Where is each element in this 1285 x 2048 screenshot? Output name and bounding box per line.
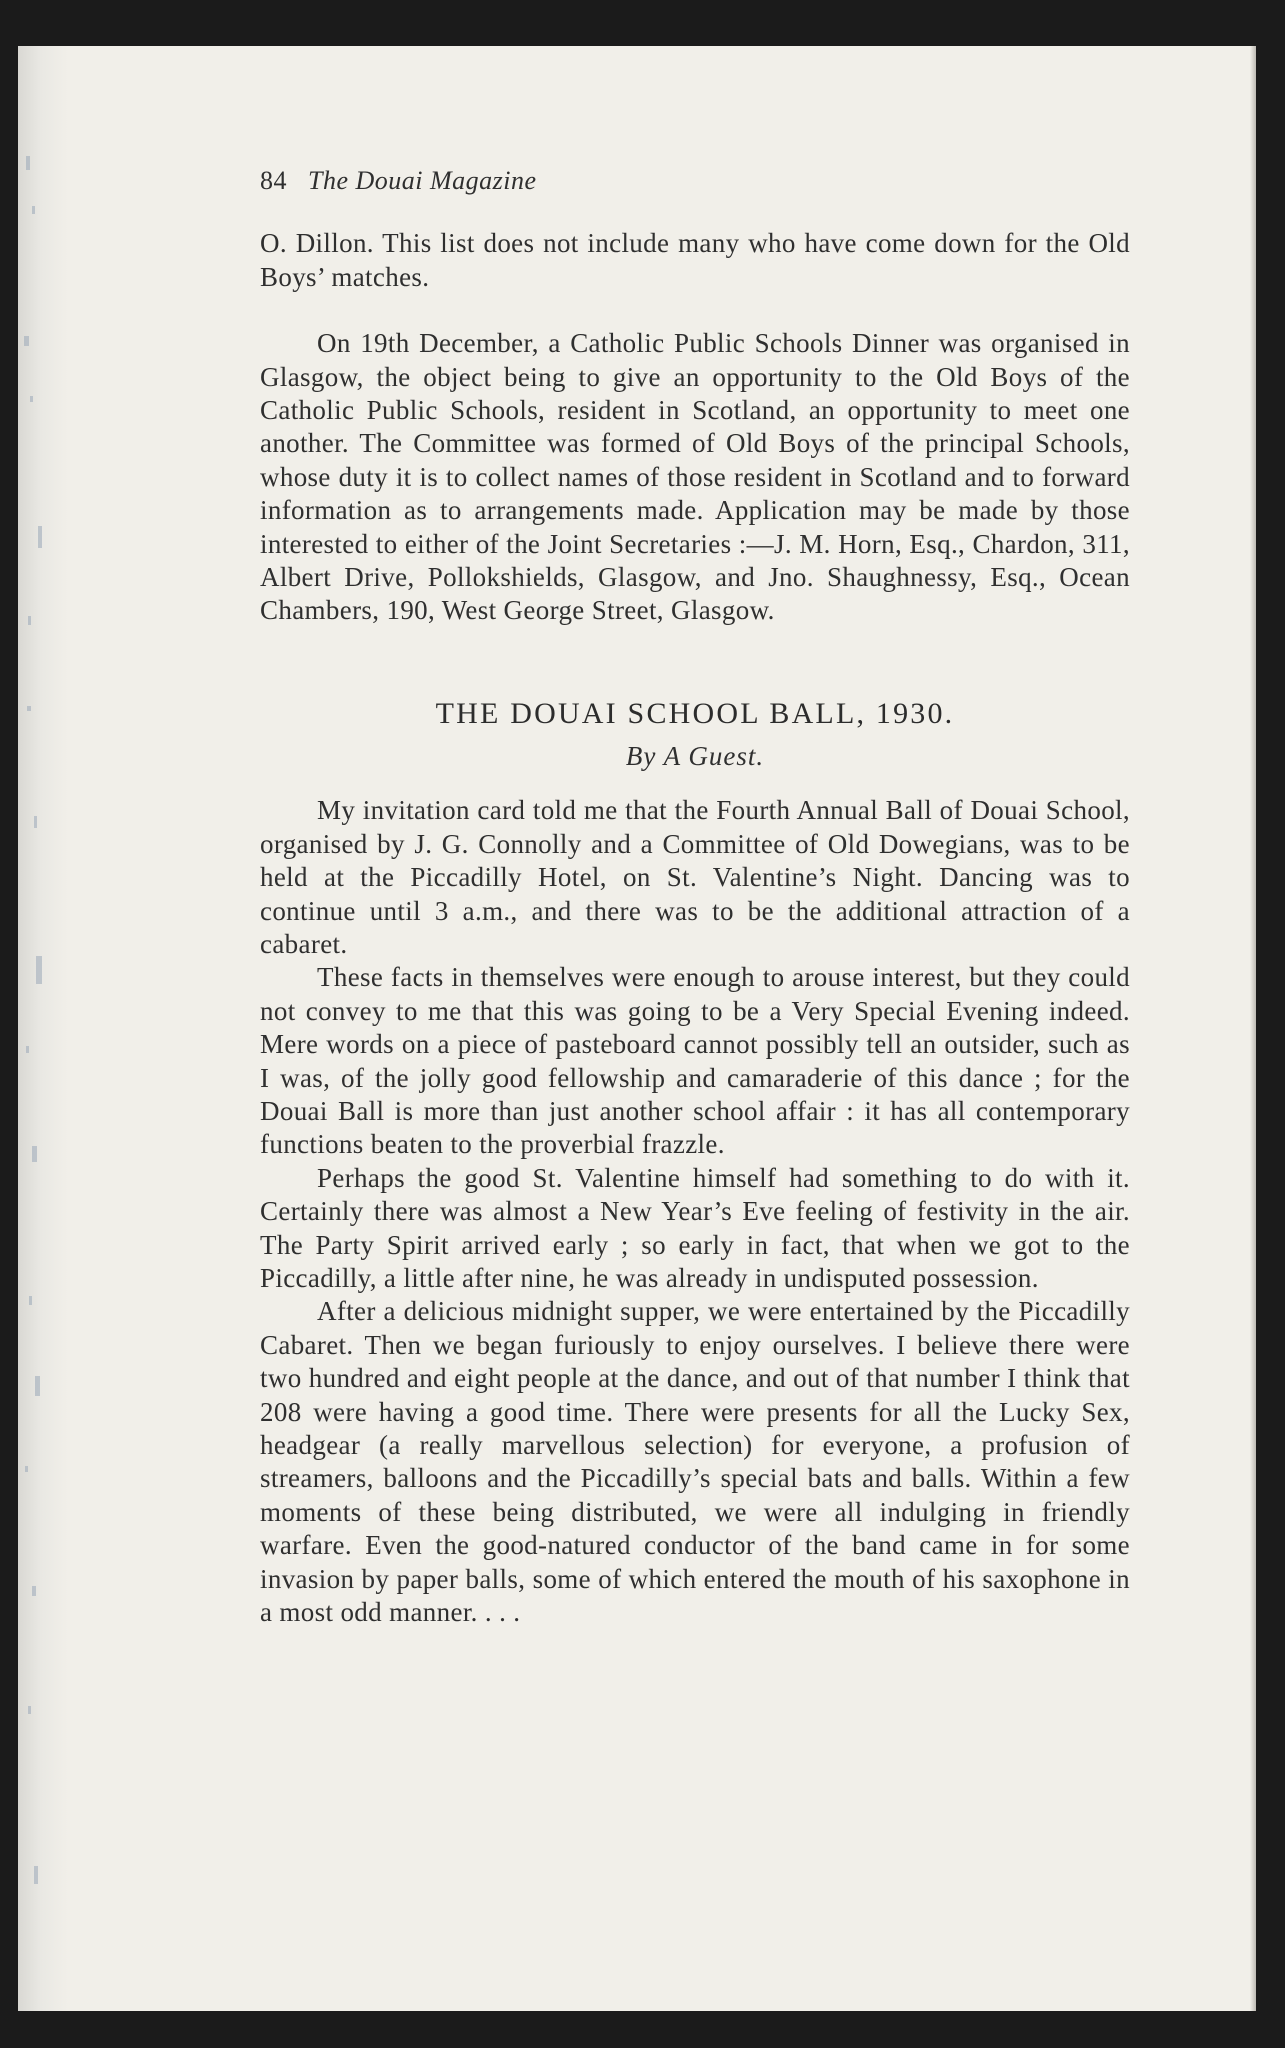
article-paragraph: Perhaps the good St. Valentine himself had something to do with it. Certainly there was almost a New Year’s Eve feeling of festivity in the air. The Party Spirit arrived early ; so early in fact, that when we got to the Piccadilly, a little after nine, he was already in undisputed possession. [260,1162,1130,1293]
page-number: 84 [260,166,287,195]
article-title: THE DOUAI SCHOOL BALL, 1930. [435,696,955,730]
page-content [260,164,1130,1629]
paragraph-continued: O. Dillon. This list does not include many who have come down for the Old Boys’ matches. [260,228,1130,292]
article-paragraph: These facts in themselves were enough to arouse interest, but they could not convey to me that this was going to be a Very Special Evening indeed. Mere words on a piece of pasteboard cannot possibly tell an outsider, such as I was, of the jolly good fellowship and camaraderie of this dance ; for the Douai Ball is more than just another school affair : it has all contemporary functions beaten to the proverbial frazzle. [260,962,1130,1160]
magazine-title: The Douai Magazine [308,166,537,195]
binding-edge-marks [18,146,78,2046]
article-byline: By A Guest. [625,740,765,771]
running-head [260,164,1130,197]
article-paragraph: After a delicious midnight supper, we were entertained by the Piccadilly Cabaret. Then we began furiously to enjoy ourselves. I believe there were two hundred and eight people at the dance, and out of that number I think that 208 were having a good time. There were presents for all the Lucky Sex, headgear (a really marvellous selection) for everyone, a profusion of streamers, balloons and the Piccadilly’s special bats and balls. Within a few moments of these being distributed, we were all indulging in friendly warfare. Even the good-natured conductor of the band came in for some invasion by paper balls, some of which entered the mouth of his saxophone in a most odd manner. . . . [260,1296,1130,1628]
article-paragraph: My invitation card told me that the Fourth Annual Ball of Douai School, organised by J. G. Connolly and a Committee of Old Dowegians, was to be held at the Piccadilly Hotel, on St. Valentine’s Night. Dancing was to continue until 3 a.m., and there was to be the additional attraction of a cabaret. [260,795,1130,959]
page-right-edge [1250,46,1256,2011]
paragraph-dinner: On 19th December, a Catholic Public Schools Dinner was organised in Glasgow, the object being to give an opportunity to the Old Boys of the Catholic Public Schools, resident in Scotland, an opportunity to meet one another. The Committee was formed of Old Boys of the principal Schools, whose duty it is to collect names of those resident in Scotland and to forward information as to arrangements made. Application may be made by those interested to either of the Joint Secretaries :—J. M. Horn, Esq., Chardon, 311, Albert Drive, Pollokshields, Glasgow, and Jno. Shaughnessy, Esq., Ocean Chambers, 190, West George Street, Glasgow. [260,328,1130,626]
